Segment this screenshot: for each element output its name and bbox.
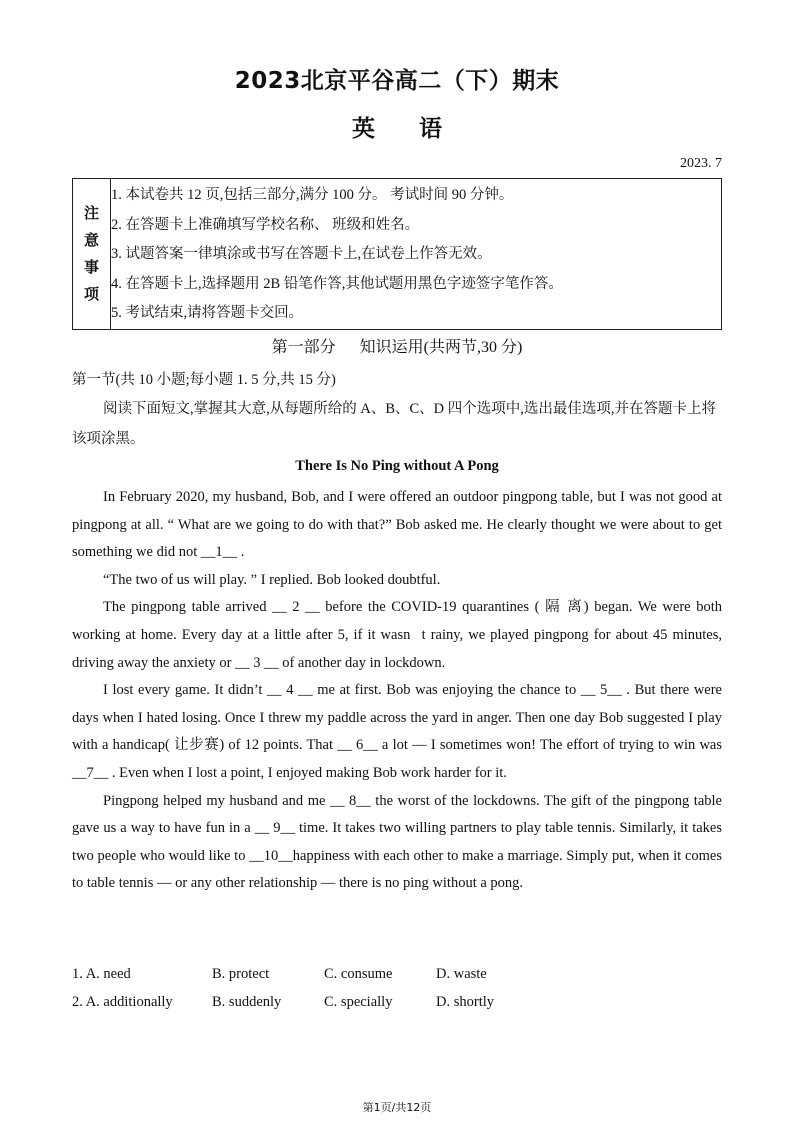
section-instruction: 阅读下面短文,掌握其大意,从每题所给的 A、B、C、D 四个选项中,选出最佳选项,并在答题卡上将该项涂黑。 <box>72 401 717 447</box>
notice-item: 5. 考试结束,请将答题卡交回。 <box>111 305 304 321</box>
passage-paragraph: In February 2020, my husband, Bob, and I were offered an outdoor pingpong table, but I was not good at pingpong at all. “ What are we going to do with that?” Bob asked me. He clearly thought we were about to get something we did not __1__ . <box>72 489 722 561</box>
notice-item: 1. 本试卷共 12 页,包括三部分,满分 100 分。 考试时间 90 分钟。 <box>111 187 514 203</box>
notice-label-char: 意 <box>83 231 99 249</box>
option-b: B. protect <box>212 966 270 982</box>
option-d: D. waste <box>436 966 487 982</box>
part-heading <box>0 334 794 357</box>
option-a: 2. A. additionally <box>72 994 173 1010</box>
option-d: D. shortly <box>436 994 494 1010</box>
notice-list <box>111 181 717 329</box>
part-title: 知识运用(共两节,30 分) <box>359 339 523 356</box>
passage-body <box>72 484 722 898</box>
subject-title: 英 语 <box>351 116 442 142</box>
notice-label-char: 项 <box>83 285 99 303</box>
notice-item: 2. 在答题卡上准确填写学校名称、 班级和姓名。 <box>111 216 420 233</box>
passage-paragraph: I lost every game. It didn’t __ 4 __ me at first. Bob was enjoying the chance to __ 5__ . But there were days when I hated losing. Once I threw my paddle across the yard in anger. Then one day Bob suggested I play with a handicap( 让步赛) of 12 points. That __ 6__ a lot — I sometimes won! The effort of trying to win was __7__ . Even when I lost a point, I enjoyed making Bob work harder for it. <box>72 682 722 781</box>
page-number: 第1页/共12页 <box>362 1101 432 1114</box>
option-c: C. consume <box>324 966 393 982</box>
option-b: B. suddenly <box>212 994 282 1010</box>
notice-label-char: 注 <box>83 204 99 222</box>
passage-title: There Is No Ping without A Pong <box>295 458 499 474</box>
notice-label <box>73 179 111 329</box>
option-a: 1. A. need <box>72 966 131 982</box>
part-name: 第一部分 <box>271 339 336 356</box>
passage-paragraph: The pingpong table arrived __ 2 __ before the COVID-19 quarantines ( 隔 离) began. We were both working at home. Every day at a little after 5, if it wasn t rainy, we played pingpong for about 45 minutes, driving away the anxiety or __ 3 __ of another day in lockdown. <box>72 599 722 671</box>
passage-paragraph: Pingpong helped my husband and me __ 8__ the worst of the lockdowns. The gift of the pingpong table gave us a way to have fun in a __ 9__ time. It takes two willing partners to play table tennis. Similarly, it takes two people who would like to __10__happiness with each other to make a marriage. Simply put, when it comes to table tennis — or any other relationship — there is no ping without a pong. <box>72 792 722 892</box>
passage-paragraph: “The two of us will play. ” I replied. Bob looked doubtful. <box>103 571 441 588</box>
notice-box <box>72 178 722 330</box>
exam-title: 2023北京平谷高二（下）期末 <box>234 68 560 94</box>
notice-label-char: 事 <box>83 258 99 276</box>
notice-item: 4. 在答题卡上,选择题用 2B 铅笔作答,其他试题用黑色字迹签字笔作答。 <box>111 275 563 292</box>
exam-date: 2023. 7 <box>680 156 722 171</box>
notice-item: 3. 试题答案一律填涂或书写在答题卡上,在试卷上作答无效。 <box>111 246 492 262</box>
section-heading: 第一节(共 10 小题;每小题 1. 5 分,共 15 分) <box>72 372 336 388</box>
option-c: C. specially <box>324 994 393 1010</box>
